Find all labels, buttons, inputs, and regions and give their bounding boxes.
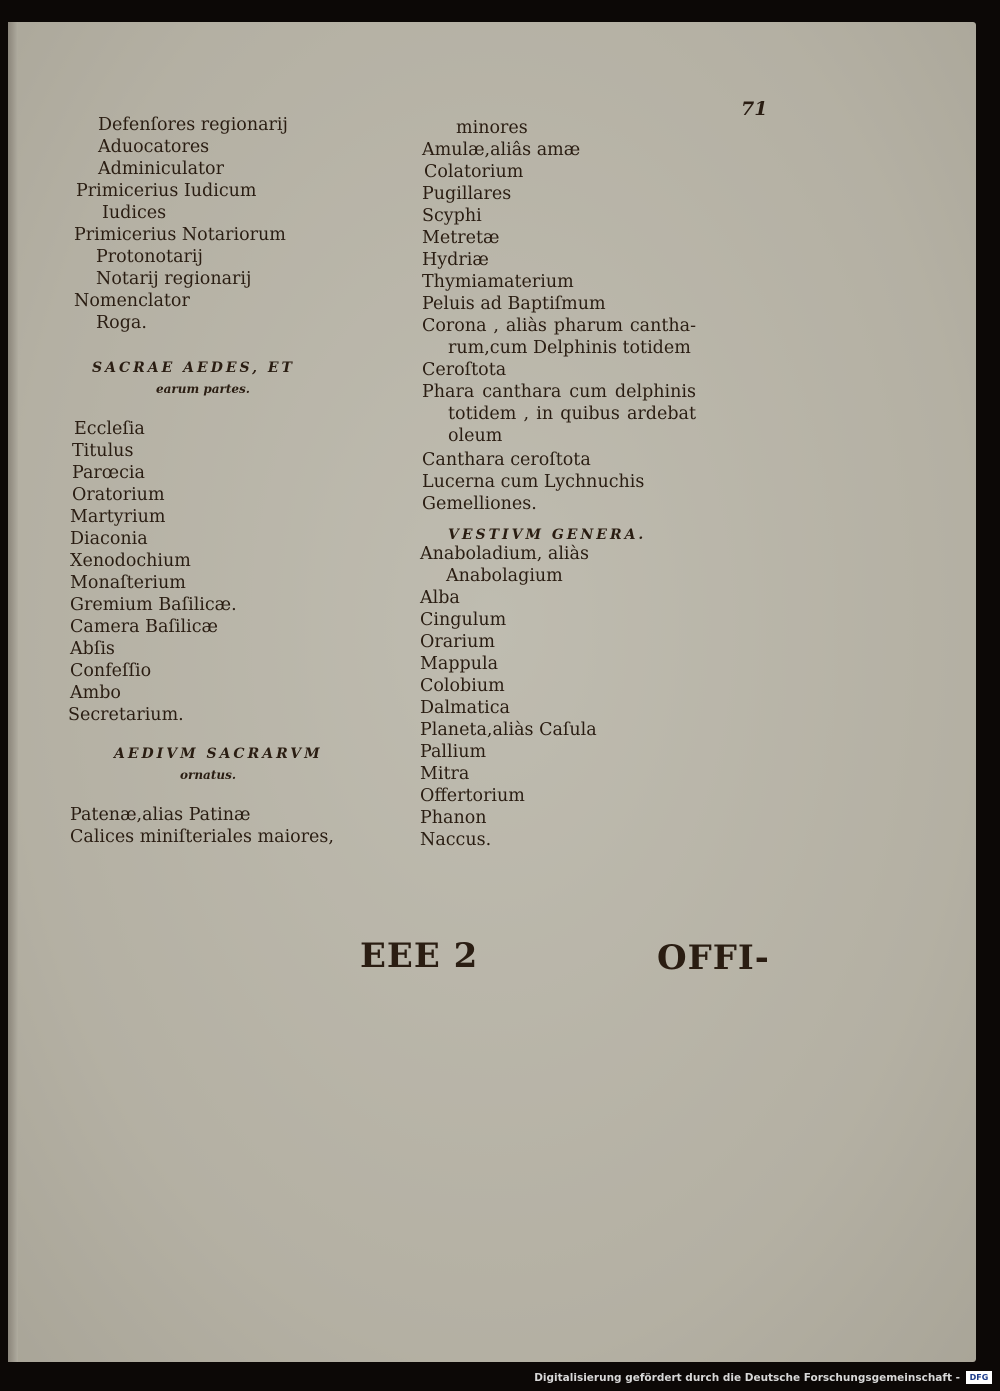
footer-credit: Digitalisierung gefördert durch die Deutsche Forschungsgemeinschaft - xyxy=(534,1372,960,1384)
list-item: Roga. xyxy=(96,313,147,333)
list-item: Anaboladium, aliàs xyxy=(420,544,589,564)
list-item: Hydriæ xyxy=(422,250,489,270)
list-item: Aduocatores xyxy=(98,137,210,157)
list-item: Abſis xyxy=(70,639,115,659)
dfg-logo: DFG xyxy=(966,1371,992,1384)
list-item: minores xyxy=(456,118,528,138)
page-number: 71 xyxy=(741,98,768,120)
list-item: Gemelliones. xyxy=(422,494,537,514)
list-item: Planeta,aliàs Caſula xyxy=(420,720,597,740)
list-item-continuation: Anabolagium xyxy=(446,566,563,586)
list-item: Ceroſtota xyxy=(422,360,507,380)
list-item: Defenſores regionarij xyxy=(98,115,288,135)
list-item: Martyrium xyxy=(70,507,166,527)
list-item-continuation: oleum xyxy=(448,426,503,446)
list-item: Amulæ,aliâs amæ xyxy=(422,140,581,160)
list-item: Metretæ xyxy=(422,228,500,248)
list-item: Canthara ceroſtota xyxy=(422,450,591,470)
list-item: Ambo xyxy=(70,683,121,703)
list-item: Mitra xyxy=(420,764,470,784)
section-heading: SACRAE AEDES, ET xyxy=(92,360,295,376)
list-item: Alba xyxy=(420,588,460,608)
list-item: Thymiamaterium xyxy=(422,272,574,292)
list-item: Monaſterium xyxy=(70,573,186,593)
list-item: Pugillares xyxy=(422,184,512,204)
list-item: Parœcia xyxy=(72,463,145,483)
catchword: OFFI- xyxy=(657,938,770,978)
signature-mark: EEE 2 xyxy=(360,936,479,976)
list-item: Colobium xyxy=(420,676,505,696)
section-heading: VESTIVM GENERA. xyxy=(448,527,647,543)
list-item: Adminiculator xyxy=(98,159,224,179)
list-item: Orarium xyxy=(420,632,495,652)
list-item: Scyphi xyxy=(422,206,482,226)
list-item: Eccleſia xyxy=(74,419,145,439)
list-item: Diaconia xyxy=(70,529,148,549)
section-subheading: ornatus. xyxy=(180,768,237,782)
list-item: Phara canthara cum delphinis xyxy=(422,382,696,402)
list-item: Primicerius Notariorum xyxy=(74,225,286,245)
list-item: Iudices xyxy=(102,203,167,223)
footer-bar xyxy=(0,1362,1000,1391)
section-heading: AEDIVM SACRARVM xyxy=(114,746,323,762)
list-item: Peluis ad Baptiſmum xyxy=(422,294,606,314)
list-item: Mappula xyxy=(420,654,499,674)
page-gutter-shadow xyxy=(8,22,18,1362)
list-item: Gremium Baſilicæ. xyxy=(70,595,237,615)
list-item: Cingulum xyxy=(420,610,507,630)
list-item: Primicerius Iudicum xyxy=(76,181,257,201)
list-item: Secretarium. xyxy=(68,705,184,725)
list-item: Offertorium xyxy=(420,786,525,806)
list-item: Titulus xyxy=(72,441,134,461)
list-item: Phanon xyxy=(420,808,487,828)
list-item: Corona , aliàs pharum cantha- xyxy=(422,316,696,336)
list-item: Nomenclator xyxy=(74,291,190,311)
list-item-continuation: totidem , in quibus ardebat xyxy=(448,404,696,424)
list-item: Pallium xyxy=(420,742,487,762)
list-item-continuation: rum,cum Delphinis totidem xyxy=(448,338,691,358)
list-item: Xenodochium xyxy=(70,551,191,571)
list-item: Dalmatica xyxy=(420,698,510,718)
list-item: Notarij regionarij xyxy=(96,269,252,289)
list-item: Protonotarij xyxy=(96,247,203,267)
list-item: Camera Baſilicæ xyxy=(70,617,218,637)
section-subheading: earum partes. xyxy=(156,382,250,396)
list-item: Colatorium xyxy=(424,162,524,182)
list-item: Patenæ,alias Patinæ xyxy=(70,805,251,825)
list-item: Naccus. xyxy=(420,830,492,850)
list-item: Lucerna cum Lychnuchis xyxy=(422,472,645,492)
list-item: Calices miniſteriales maiores, xyxy=(70,827,334,847)
list-item: Oratorium xyxy=(72,485,165,505)
list-item: Confeſſio xyxy=(70,661,152,681)
